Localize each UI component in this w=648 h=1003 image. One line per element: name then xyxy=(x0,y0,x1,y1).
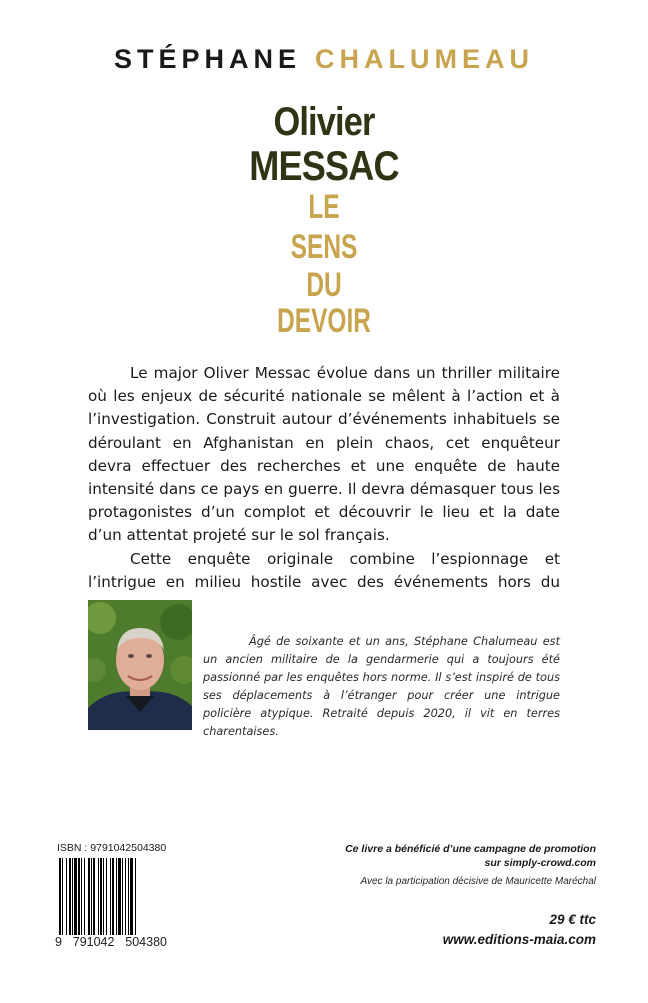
subtitle-line-2: SENS xyxy=(290,228,358,266)
barcode-bar xyxy=(122,858,123,940)
isbn-label: ISBN : 9791042504380 xyxy=(57,842,167,854)
barcode-bar xyxy=(130,858,133,940)
barcode-bar xyxy=(91,858,92,940)
subtitle-line-1: LE xyxy=(308,188,340,226)
isbn-digits xyxy=(55,935,167,949)
barcode-bar xyxy=(72,858,73,940)
barcode-bar xyxy=(74,858,77,940)
barcode-bar xyxy=(135,858,136,940)
barcode-bar xyxy=(112,858,114,940)
author-bio xyxy=(203,633,560,741)
promo-line-2: sur simply-crowd.com xyxy=(484,857,596,869)
barcode-bar xyxy=(78,858,80,940)
partner-note: Avec la participation décisive de Mauricette Maréchal xyxy=(360,876,596,887)
author-first-name: STÉPHANE xyxy=(113,44,302,74)
author-last-name: CHALUMEAU xyxy=(315,44,534,74)
barcode-bar xyxy=(98,858,99,940)
barcode-bar xyxy=(81,858,82,940)
barcode-bar xyxy=(125,858,126,940)
isbn-digit-group-3: 504380 xyxy=(125,935,167,949)
barcode-bar xyxy=(128,858,129,940)
isbn-digit-group-2: 791042 xyxy=(72,935,115,949)
price: 29 € ttc xyxy=(549,912,596,927)
author-bio-text: Âgé de soixante et un ans, Stéphane Chalumeau est un ancien militaire de la gendarmerie qui a toujours été passionné par les enquêtes hors norme. Il s’est inspiré de tous ses déplacements à l’étranger pour créer une intrigue policière atypique. Retraité depuis 2020, il vit en terres charentaises. xyxy=(203,635,560,738)
description-paragraph-2: Cette enquête originale combine l’espionnage et l’intrigue en milieu hostile avec des événements hors du xyxy=(88,549,560,591)
isbn-digit-group-1: 9 xyxy=(55,935,62,949)
barcode-bar xyxy=(100,858,102,940)
subtitle-line-4: DEVOIR xyxy=(277,302,371,340)
barcode-bar xyxy=(93,858,95,940)
barcode-bar xyxy=(103,858,104,940)
barcode-bar xyxy=(62,858,63,940)
promo-line-1: Ce livre a bénéficié d’une campagne de promotion xyxy=(345,843,596,855)
author-name xyxy=(0,44,648,75)
author-photo xyxy=(88,600,192,730)
barcode-bar xyxy=(118,858,121,940)
book-description xyxy=(88,362,560,617)
barcode-bar xyxy=(106,858,107,940)
barcode-bar xyxy=(84,858,85,940)
title-line-2: MESSAC xyxy=(249,142,399,189)
description-paragraph-1: Le major Oliver Messac évolue dans un thriller militaire où les enjeux de sécurité nationale se mêlent à l’action et à l’investigation. Construit autour d’événements inhabituels se déroulant en Afghanistan en plein chaos, cet enquêteur devra effectuer des recherches et une enquête de haute intensité dans ce pays en guerre. Il devra démasquer tous les protagonistes d’un complot et découvrir le lieu et la date d’un attentat projeté sur le sol français. xyxy=(88,364,560,545)
barcode-bar xyxy=(66,858,67,940)
barcode-bar xyxy=(110,858,111,940)
subtitle-line-3: DU xyxy=(306,266,342,304)
barcode-bar xyxy=(59,858,61,940)
barcode-bar xyxy=(116,858,117,940)
publisher-website: www.editions-maia.com xyxy=(442,932,596,947)
barcode-bar xyxy=(88,858,90,940)
promo-note xyxy=(276,842,596,870)
barcode xyxy=(57,858,167,940)
title-line-1: Olivier xyxy=(273,100,375,144)
barcode-bar xyxy=(69,858,71,940)
